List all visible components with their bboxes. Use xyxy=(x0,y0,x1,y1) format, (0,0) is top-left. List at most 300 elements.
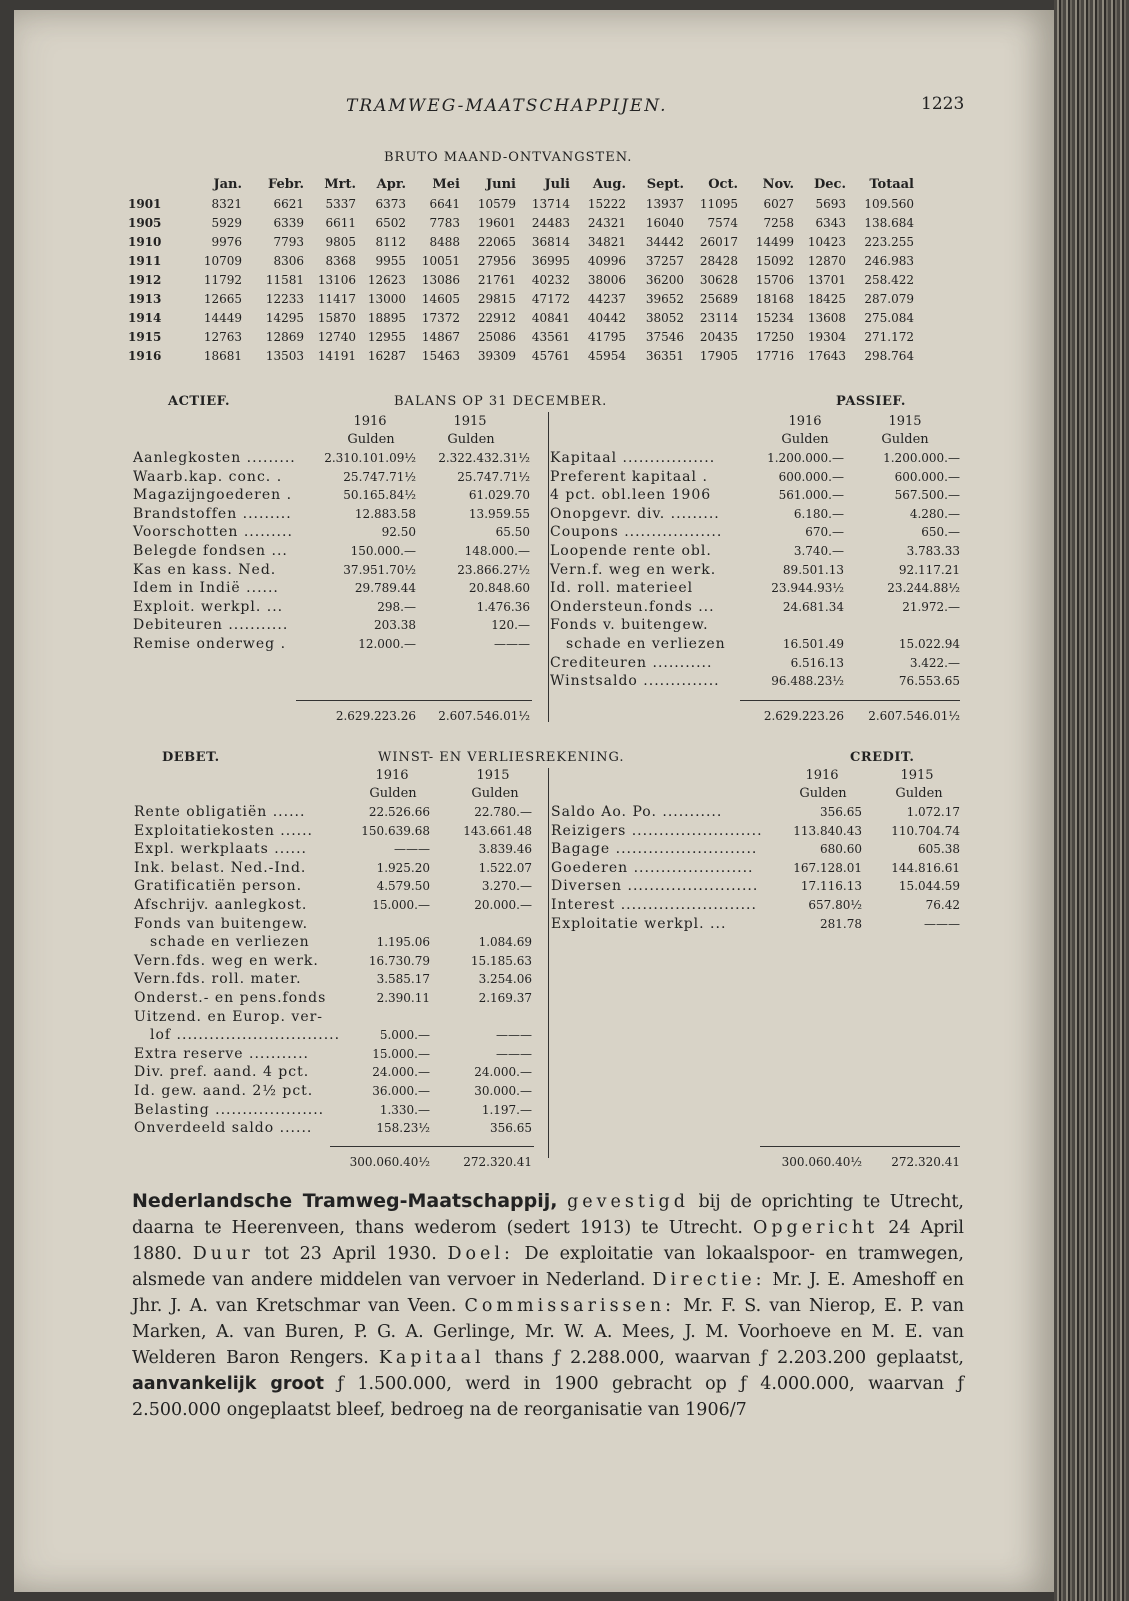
passief-value-1915: 650.— xyxy=(921,525,960,540)
bruto-cell: 23114 xyxy=(699,310,738,325)
debet-value-1916: ——— xyxy=(394,842,430,857)
passief-label: Winstsaldo .............. xyxy=(550,673,720,690)
balans-left-year2: 1915 xyxy=(453,414,487,429)
debet-value-1916: 24.000.— xyxy=(372,1065,430,1080)
credit-value-1916: 167.128.01 xyxy=(793,860,862,875)
bruto-cell: 39652 xyxy=(645,291,684,306)
credit-value-1915: 1.072.17 xyxy=(906,805,960,819)
debet-value-1915: 1.084.69 xyxy=(478,935,532,950)
debet-value-1915: 3.254.06 xyxy=(478,972,532,987)
debet-value-1915: 3.839.46 xyxy=(478,842,532,857)
bruto-cell: 13086 xyxy=(421,272,460,287)
winst-divider xyxy=(548,768,549,1158)
actief-value-1915: 13.959.55 xyxy=(468,506,530,521)
bruto-cell: 12955 xyxy=(367,329,406,344)
actief-label: Waarb.kap. conc. . xyxy=(133,468,283,485)
passief-label: PASSIEF. xyxy=(836,394,906,409)
bruto-cell: 14295 xyxy=(265,310,304,325)
bruto-cell: 275.084 xyxy=(864,310,914,325)
bruto-cell: 271.172 xyxy=(864,329,914,344)
bruto-cell: 34442 xyxy=(645,234,684,249)
actief-value-1916: 92.50 xyxy=(381,525,416,540)
bruto-col-header: Jan. xyxy=(213,176,242,192)
bruto-cell: 20435 xyxy=(699,329,738,344)
bruto-cell: 7574 xyxy=(707,215,738,230)
passief-value-1915: 1.200.000.— xyxy=(883,451,960,465)
passief-label: 4 pct. obl.leen 1906 xyxy=(550,487,712,504)
passief-value-1916: 670.— xyxy=(805,525,844,540)
bruto-cell: 36995 xyxy=(531,253,570,268)
winst-left-unit1: Gulden xyxy=(369,786,417,801)
directie-text: Mr. J. E. Ameshoff en Jhr. J. A. van Kretschmar van Veen. xyxy=(132,1270,964,1316)
bruto-cell: 38052 xyxy=(645,310,684,325)
bruto-year: 1912 xyxy=(128,272,162,287)
bruto-cell: 17716 xyxy=(755,348,794,363)
bruto-cell: 16287 xyxy=(367,348,406,363)
bruto-cell: 15463 xyxy=(421,348,460,363)
actief-value-1915: 61.029.70 xyxy=(468,488,530,503)
bruto-cell: 40996 xyxy=(587,253,626,268)
bruto-cell: 19601 xyxy=(477,215,516,230)
bruto-cell: 14605 xyxy=(421,291,460,306)
bruto-col-header: Mrt. xyxy=(324,176,356,192)
actief-value-1915: 23.866.27½ xyxy=(457,562,530,577)
kapitaal-text: thans ƒ 2.288.000, waarvan ƒ 2.203.200 geplaatst, xyxy=(494,1348,964,1368)
bruto-row xyxy=(128,251,914,270)
debet-label: Ink. belast. Ned.-Ind. xyxy=(134,859,307,876)
bruto-cell: 45761 xyxy=(531,348,570,363)
debet-label: Extra reserve ........... xyxy=(134,1045,309,1062)
debet-value-1916: 15.000.— xyxy=(372,898,430,912)
bruto-cell: 13503 xyxy=(265,348,304,363)
actief-label: Aanlegkosten ......... xyxy=(133,450,296,466)
actief-label: ACTIEF. xyxy=(168,394,231,409)
bruto-cell: 15234 xyxy=(755,310,794,325)
debet-label: Onderst.- en pens.fonds xyxy=(134,990,327,1006)
bruto-cell: 36200 xyxy=(645,272,684,287)
passief-value-1916: 6.516.13 xyxy=(790,655,844,670)
bruto-cell: 37257 xyxy=(645,253,684,268)
bruto-col-header: Sept. xyxy=(646,176,684,192)
credit-value-1916: 17.116.13 xyxy=(800,879,862,894)
page-number: 1223 xyxy=(921,94,965,114)
kapitaal-label: Kapitaal xyxy=(378,1348,485,1368)
debet-value-1916: 1.330.— xyxy=(379,1102,430,1117)
bruto-cell: 30628 xyxy=(699,272,738,287)
debet-value-1915: 1.197.— xyxy=(481,1102,532,1117)
bruto-cell: 6027 xyxy=(763,196,794,211)
passief-value-1915: 3.422.— xyxy=(909,655,960,670)
balans-right-unit2: Gulden xyxy=(881,432,929,447)
debet-value-1915: 24.000.— xyxy=(474,1065,532,1080)
bruto-cell: 258.422 xyxy=(864,272,914,287)
winst-title: WINST- EN VERLIESREKENING. xyxy=(378,750,625,765)
debet-value-1916: 158.23½ xyxy=(376,1121,430,1136)
winst-right-year2: 1915 xyxy=(900,768,934,783)
debet-label: Exploitatiekosten ...... xyxy=(134,822,313,839)
actief-total-1915: 2.607.546.01½ xyxy=(438,709,530,723)
bruto-cell: 15870 xyxy=(317,310,356,325)
passief-value-1916: 561.000.— xyxy=(778,488,844,503)
passief-value-1915: 15.022.94 xyxy=(898,637,960,651)
bruto-col-header: Juli xyxy=(544,176,570,192)
balans-left-unit2: Gulden xyxy=(447,432,495,447)
actief-value-1916: 298.— xyxy=(377,599,416,614)
debet-value-1915: ——— xyxy=(496,1046,532,1061)
debet-value-1915: 20.000.— xyxy=(474,898,532,912)
debet-total-1916: 300.060.40½ xyxy=(349,1155,430,1169)
passief-value-1916: 3.740.— xyxy=(793,544,844,558)
passief-label: Fonds v. buitengew. xyxy=(550,617,709,634)
debet-value-1916: 2.390.11 xyxy=(376,991,430,1005)
duur-text: tot 23 April 1930. xyxy=(264,1244,437,1264)
winst-left-year2: 1915 xyxy=(476,768,510,783)
passief-label: Onopgevr. div. ......... xyxy=(550,505,720,522)
duur-label: Duur xyxy=(192,1244,254,1264)
actief-label: Exploit. werkpl. ... xyxy=(133,598,284,615)
bruto-cell: 25689 xyxy=(699,291,738,306)
bruto-cell: 15706 xyxy=(755,272,794,287)
bruto-cell: 27956 xyxy=(477,253,516,268)
debet-value-1916: 5.000.— xyxy=(379,1028,430,1043)
bruto-row xyxy=(128,346,914,365)
credit-value-1916: 356.65 xyxy=(820,805,862,819)
bruto-cell: 8368 xyxy=(325,253,356,268)
bruto-row xyxy=(128,194,914,213)
bruto-cell: 44237 xyxy=(587,291,626,306)
bruto-cell: 6502 xyxy=(375,215,406,230)
bruto-cell: 17905 xyxy=(699,348,738,363)
debet-value-1915: 143.661.48 xyxy=(463,823,532,838)
credit-value-1915: ——— xyxy=(924,916,960,931)
passief-label: Preferent kapitaal . xyxy=(550,468,708,485)
bruto-cell: 13608 xyxy=(807,310,846,325)
bruto-cell: 18681 xyxy=(203,348,242,363)
passief-label: Id. roll. materieel xyxy=(550,580,694,597)
bruto-cell: 6621 xyxy=(273,196,304,211)
balans-left-unit1: Gulden xyxy=(347,432,395,447)
page-edge xyxy=(1054,0,1129,1601)
credit-label: Reizigers ........................ xyxy=(551,822,763,839)
actief-value-1915: 25.747.71½ xyxy=(457,469,530,484)
actief-label: Belegde fondsen ... xyxy=(133,543,288,559)
bruto-cell: 16040 xyxy=(645,215,684,230)
debet-label: Vern.fds. weg en werk. xyxy=(134,952,319,969)
bruto-col-header: Aug. xyxy=(592,176,626,192)
bruto-cell: 5337 xyxy=(325,196,356,211)
bruto-cell: 41795 xyxy=(587,329,626,344)
opgericht-label: Opgericht xyxy=(752,1218,879,1238)
bruto-cell: 15222 xyxy=(587,196,626,211)
bruto-cell: 25086 xyxy=(477,329,516,344)
bruto-cell: 14449 xyxy=(203,310,242,325)
bruto-cell: 38006 xyxy=(587,272,626,287)
bruto-col-header: Oct. xyxy=(708,176,738,192)
passief-label: Ondersteun.fonds ... xyxy=(550,598,715,615)
bruto-cell: 9805 xyxy=(325,234,356,249)
bruto-cell: 6343 xyxy=(815,215,846,230)
passief-value-1915: 3.783.33 xyxy=(906,544,960,558)
bruto-cell: 14499 xyxy=(755,234,794,249)
debet-value-1916: 1.925.20 xyxy=(376,860,430,875)
bruto-cell: 298.764 xyxy=(864,348,914,363)
company-description xyxy=(132,1188,964,1423)
debet-value-1915: ——— xyxy=(496,1028,532,1043)
actief-label: Voorschotten ......... xyxy=(133,524,293,541)
actief-label: Kas en kass. Ned. xyxy=(133,561,277,578)
bruto-cell: 40442 xyxy=(587,310,626,325)
debet-value-1916: 15.000.— xyxy=(372,1046,430,1061)
actief-value-1915: 120.— xyxy=(491,618,530,633)
bruto-cell: 13714 xyxy=(531,196,570,211)
bruto-cell: 13701 xyxy=(807,272,846,287)
credit-value-1916: 113.840.43 xyxy=(793,823,862,838)
passief-value-1916: 1.200.000.— xyxy=(767,451,844,465)
bruto-cell: 26017 xyxy=(699,234,738,249)
bruto-col-header xyxy=(128,174,184,194)
bruto-cell: 12623 xyxy=(367,272,406,287)
doel-label: Doel: xyxy=(447,1244,514,1264)
debet-label: Uitzend. en Europ. ver- xyxy=(134,1008,324,1025)
debet-label: lof .............................. xyxy=(150,1027,341,1044)
bruto-cell: 12233 xyxy=(265,291,304,306)
balans-title: BALANS OP 31 DECEMBER. xyxy=(394,394,608,409)
debet-label: Gratificatiën person. xyxy=(134,878,303,895)
actief-label: Idem in Indië ...... xyxy=(133,580,279,597)
bruto-cell: 11095 xyxy=(699,196,738,211)
debet-value-1916: 1.195.06 xyxy=(376,935,430,950)
bruto-cell: 7793 xyxy=(273,234,304,249)
bruto-cell: 43561 xyxy=(531,329,570,344)
bruto-cell: 6641 xyxy=(429,196,460,211)
bruto-cell: 10709 xyxy=(203,253,242,268)
bruto-col-header: Nov. xyxy=(762,176,794,192)
bruto-cell: 45954 xyxy=(587,348,626,363)
actief-value-1915: 1.476.36 xyxy=(476,599,530,614)
bruto-col-header: Totaal xyxy=(869,176,914,192)
bruto-cell: 17372 xyxy=(421,310,460,325)
bruto-cell: 29815 xyxy=(477,291,516,306)
bruto-cell: 5929 xyxy=(211,215,242,230)
actief-value-1916: 12.883.58 xyxy=(354,506,416,521)
bruto-cell: 12869 xyxy=(265,329,304,344)
debet-value-1915: 30.000.— xyxy=(474,1084,532,1098)
credit-label: CREDIT. xyxy=(850,750,915,765)
commissarissen-label: Commissarissen: xyxy=(464,1296,676,1316)
bruto-cell: 287.079 xyxy=(864,291,914,306)
actief-label: Magazijngoederen . xyxy=(133,487,293,504)
passief-label: Vern.f. weg en werk. xyxy=(550,561,717,578)
passief-value-1916: 24.681.34 xyxy=(782,599,844,614)
passief-value-1915: 23.244.88½ xyxy=(887,581,960,596)
passief-value-1915: 21.972.— xyxy=(902,599,960,614)
company-name: Nederlandsche Tramweg-Maatschappij, xyxy=(132,1190,558,1212)
balans-left-year1: 1916 xyxy=(353,414,387,429)
bruto-cell: 8488 xyxy=(429,234,460,249)
credit-total-1916: 300.060.40½ xyxy=(781,1155,862,1169)
actief-value-1916: 50.165.84½ xyxy=(343,488,416,503)
bruto-cell: 10579 xyxy=(477,196,516,211)
passief-value-1916: 6.180.— xyxy=(793,506,844,521)
passief-value-1916: 16.501.49 xyxy=(782,637,844,651)
actief-value-1916: 12.000.— xyxy=(358,637,416,651)
credit-label: Goederen ...................... xyxy=(551,859,754,876)
bruto-cell: 11792 xyxy=(203,272,242,287)
passief-value-1915: 600.000.— xyxy=(894,469,960,484)
debet-value-1915: 2.169.37 xyxy=(478,991,532,1005)
passief-value-1915: 567.500.— xyxy=(894,488,960,503)
bruto-cell: 11581 xyxy=(265,272,304,287)
aanvankelijk-label: aanvankelijk groot xyxy=(132,1374,324,1394)
bruto-row xyxy=(128,270,914,289)
bruto-cell: 246.983 xyxy=(864,253,914,268)
actief-label: Brandstoffen ......... xyxy=(133,505,292,522)
debet-value-1916: 36.000.— xyxy=(372,1084,430,1098)
bruto-cell: 24483 xyxy=(531,215,570,230)
bruto-cell: 40232 xyxy=(531,272,570,287)
credit-value-1916: 281.78 xyxy=(820,916,862,931)
bruto-year: 1901 xyxy=(128,196,162,211)
bruto-cell: 10423 xyxy=(807,234,846,249)
debet-value-1916: 22.526.66 xyxy=(368,805,430,819)
actief-label: Debiteuren ........... xyxy=(133,617,289,634)
bruto-cell: 12740 xyxy=(317,329,356,344)
bruto-year: 1911 xyxy=(128,253,162,268)
balans-right-year2: 1915 xyxy=(888,414,922,429)
passief-label: Crediteuren ........... xyxy=(550,654,713,671)
passief-value-1916: 23.944.93½ xyxy=(771,581,844,596)
bruto-cell: 39309 xyxy=(477,348,516,363)
bruto-year: 1916 xyxy=(128,348,162,363)
winst-left-unit2: Gulden xyxy=(471,786,519,801)
debet-label: DEBET. xyxy=(162,750,220,765)
passief-label: schade en verliezen xyxy=(566,636,726,652)
bruto-cell: 13106 xyxy=(317,272,356,287)
bruto-row xyxy=(128,327,914,346)
gevestigd-text: bij de oprichting te Utrecht, daarna te Heerenveen, thans wederom (sedert 1913) te Utrecht. xyxy=(132,1192,964,1238)
credit-value-1915: 15.044.59 xyxy=(898,879,960,894)
bruto-cell: 8321 xyxy=(211,196,242,211)
debet-label: Vern.fds. roll. mater. xyxy=(134,971,302,988)
debet-value-1916: 16.730.79 xyxy=(368,953,430,968)
bruto-cell: 7258 xyxy=(763,215,794,230)
gevestigd-label: gevestigd xyxy=(567,1192,689,1212)
actief-value-1916: 2.310.101.09½ xyxy=(324,451,416,465)
debet-value-1915: 356.65 xyxy=(490,1121,532,1136)
debet-label: Afschrijv. aanlegkost. xyxy=(134,897,308,913)
debet-label: Belasting .................... xyxy=(134,1101,325,1118)
bruto-col-header: Dec. xyxy=(814,176,846,192)
bruto-cell: 18168 xyxy=(755,291,794,306)
passief-value-1916: 96.488.23½ xyxy=(771,674,844,689)
bruto-cell: 12870 xyxy=(807,253,846,268)
bruto-cell: 12763 xyxy=(203,329,242,344)
winst-right-unit1: Gulden xyxy=(799,786,847,801)
winst-left-year1: 1916 xyxy=(375,768,409,783)
bruto-row xyxy=(128,232,914,251)
kapitaal-tail: ƒ 1.500.000, werd in 1900 gebracht op ƒ 4.000.000, waarvan ƒ 2.500.000 ongeplaatst bleef, bedroeg na de reorganisatie van 1906/7 xyxy=(132,1374,964,1420)
debet-label: Id. gew. aand. 2½ pct. xyxy=(134,1083,314,1099)
credit-total-rule xyxy=(760,1146,960,1147)
bruto-cell: 40841 xyxy=(531,310,570,325)
actief-value-1916: 25.747.71½ xyxy=(343,469,416,484)
bruto-cell: 5693 xyxy=(815,196,846,211)
actief-value-1916: 203.38 xyxy=(374,618,416,633)
bruto-cell: 14867 xyxy=(421,329,460,344)
actief-value-1915: 65.50 xyxy=(495,525,530,540)
bruto-title: BRUTO MAAND-ONTVANGSTEN. xyxy=(384,150,633,165)
balans-right-year1: 1916 xyxy=(788,414,822,429)
passief-value-1916: 600.000.— xyxy=(778,469,844,484)
bruto-cell: 36351 xyxy=(645,348,684,363)
bruto-year: 1915 xyxy=(128,329,162,344)
actief-total-1916: 2.629.223.26 xyxy=(335,709,416,723)
bruto-cell: 12665 xyxy=(203,291,242,306)
running-title: TRAMWEG-MAATSCHAPPIJEN. xyxy=(346,96,668,116)
bruto-cell: 17250 xyxy=(755,329,794,344)
passief-value-1915: 4.280.— xyxy=(909,506,960,521)
bruto-cell: 13000 xyxy=(367,291,406,306)
passief-value-1916: 89.501.13 xyxy=(782,562,844,577)
bruto-cell: 18425 xyxy=(807,291,846,306)
bruto-cell: 9976 xyxy=(211,234,242,249)
directie-label: Directie: xyxy=(652,1270,766,1290)
bruto-row xyxy=(128,308,914,327)
bruto-cell: 36814 xyxy=(531,234,570,249)
bruto-cell: 6611 xyxy=(325,215,356,230)
bruto-cell: 138.684 xyxy=(864,215,914,230)
bruto-cell: 22065 xyxy=(477,234,516,249)
passief-value-1915: 76.553.65 xyxy=(898,674,960,689)
credit-label: Exploitatie werkpl. ... xyxy=(551,915,727,932)
actief-value-1916: 37.951.70½ xyxy=(343,562,416,577)
bruto-cell: 8112 xyxy=(375,234,406,249)
bruto-cell: 9955 xyxy=(375,253,406,268)
credit-label: Bagage .......................... xyxy=(551,841,758,858)
actief-label: Remise onderweg . xyxy=(133,636,287,652)
bruto-row xyxy=(128,289,914,308)
credit-label: Interest ......................... xyxy=(551,897,757,913)
opgericht-text: 24 April 1880. xyxy=(132,1218,964,1264)
bruto-cell: 11417 xyxy=(317,291,356,306)
bruto-cell: 14191 xyxy=(317,348,356,363)
bruto-cell: 24321 xyxy=(587,215,626,230)
bruto-cell: 8306 xyxy=(273,253,304,268)
debet-label: Fonds van buitengew. xyxy=(134,915,309,932)
bruto-col-header: Mei xyxy=(432,176,460,192)
bruto-cell: 19304 xyxy=(807,329,846,344)
actief-value-1915: ——— xyxy=(494,637,530,651)
credit-value-1916: 657.80½ xyxy=(808,898,862,912)
debet-value-1916: 4.579.50 xyxy=(376,879,430,894)
debet-value-1916: 3.585.17 xyxy=(376,972,430,987)
credit-value-1915: 144.816.61 xyxy=(891,860,960,875)
bruto-cell: 10051 xyxy=(421,253,460,268)
debet-label: schade en verliezen xyxy=(150,934,310,951)
bruto-year: 1913 xyxy=(128,291,162,306)
actief-value-1915: 20.848.60 xyxy=(468,581,530,596)
debet-total-1915: 272.320.41 xyxy=(463,1155,532,1169)
passief-value-1915: 92.117.21 xyxy=(898,562,960,577)
credit-label: Diversen ........................ xyxy=(551,878,759,895)
bruto-cell: 6339 xyxy=(273,215,304,230)
doel-text: De exploitatie van lokaalspoor- en tramwegen, alsmede van andere middelen van vervoer in Nederland. xyxy=(132,1244,964,1290)
bruto-cell: 15092 xyxy=(755,253,794,268)
bruto-col-header: Febr. xyxy=(267,176,304,192)
debet-value-1915: 3.270.— xyxy=(481,879,532,894)
bruto-table xyxy=(128,174,914,365)
debet-total-rule xyxy=(330,1146,534,1147)
